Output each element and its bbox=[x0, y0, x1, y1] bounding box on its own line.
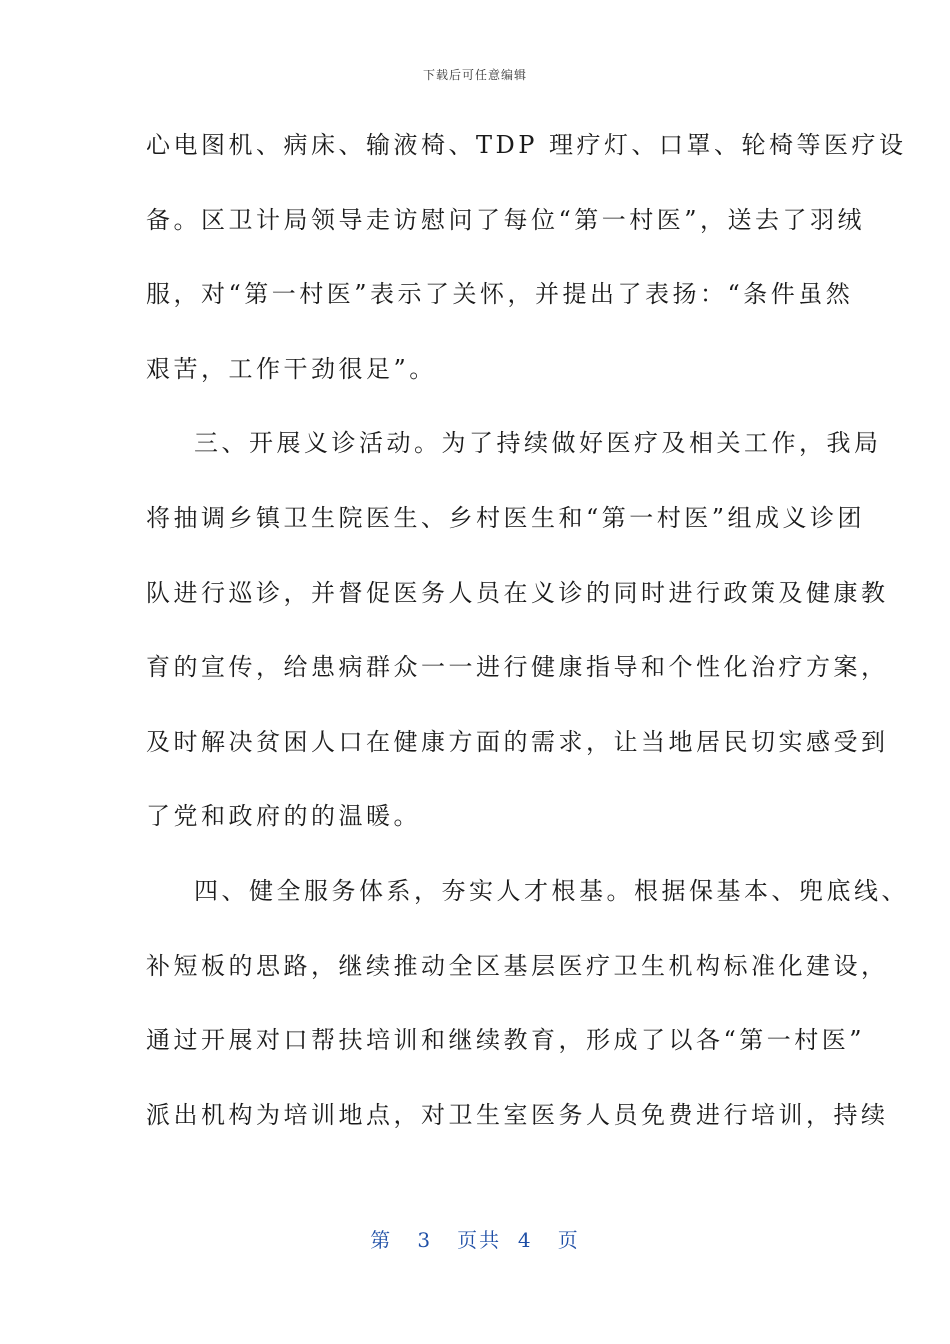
document-body bbox=[146, 118, 909, 1162]
body-line: 将抽调乡镇卫生院医生、乡村医生和“第一村医”组成义诊团 bbox=[146, 503, 866, 532]
body-line: 艰苦，工作干劲很足”。 bbox=[146, 354, 437, 383]
footer-middle: 页共 bbox=[457, 1228, 502, 1252]
body-line: 备。区卫计局领导走访慰问了每位“第一村医”，送去了羽绒 bbox=[146, 205, 866, 234]
body-line: 队进行巡诊，并督促医务人员在义诊的同时进行政策及健康教 bbox=[146, 578, 889, 607]
paragraph-start-line: 四、健全服务体系，夯实人才根基。根据保基本、兜底线、 bbox=[194, 876, 909, 905]
body-line: 通过开展对口帮扶培训和继续教育，形成了以各“第一村医” bbox=[146, 1026, 866, 1055]
current-page-number: 3 bbox=[417, 1228, 433, 1252]
body-line: 补短板的思路，继续推动全区基层医疗卫生机构标准化建设， bbox=[146, 951, 889, 980]
footer-suffix: 页 bbox=[557, 1228, 580, 1252]
page-footer bbox=[0, 1224, 950, 1253]
total-pages-number: 4 bbox=[517, 1228, 533, 1252]
body-line: 育的宣传，给患病群众一一进行健康指导和个性化治疗方案， bbox=[146, 653, 889, 682]
footer-prefix: 第 bbox=[370, 1228, 393, 1252]
body-line: 及时解决贫困人口在健康方面的需求，让当地居民切实感受到 bbox=[146, 727, 889, 756]
body-line: 派出机构为培训地点，对卫生室医务人员免费进行培训，持续 bbox=[146, 1100, 889, 1129]
body-line: 了党和政府的的温暖。 bbox=[146, 802, 421, 831]
page-header: 下载后可任意编辑 bbox=[422, 68, 527, 82]
paragraph-start-line: 三、开展义诊活动。为了持续做好医疗及相关工作，我局 bbox=[194, 429, 882, 458]
body-line: 心电图机、病床、输液椅、TDP 理疗灯、口罩、轮椅等医疗设 bbox=[146, 131, 907, 159]
body-line: 服，对“第一村医”表示了关怀，并提出了表扬：“条件虽然 bbox=[146, 280, 854, 309]
